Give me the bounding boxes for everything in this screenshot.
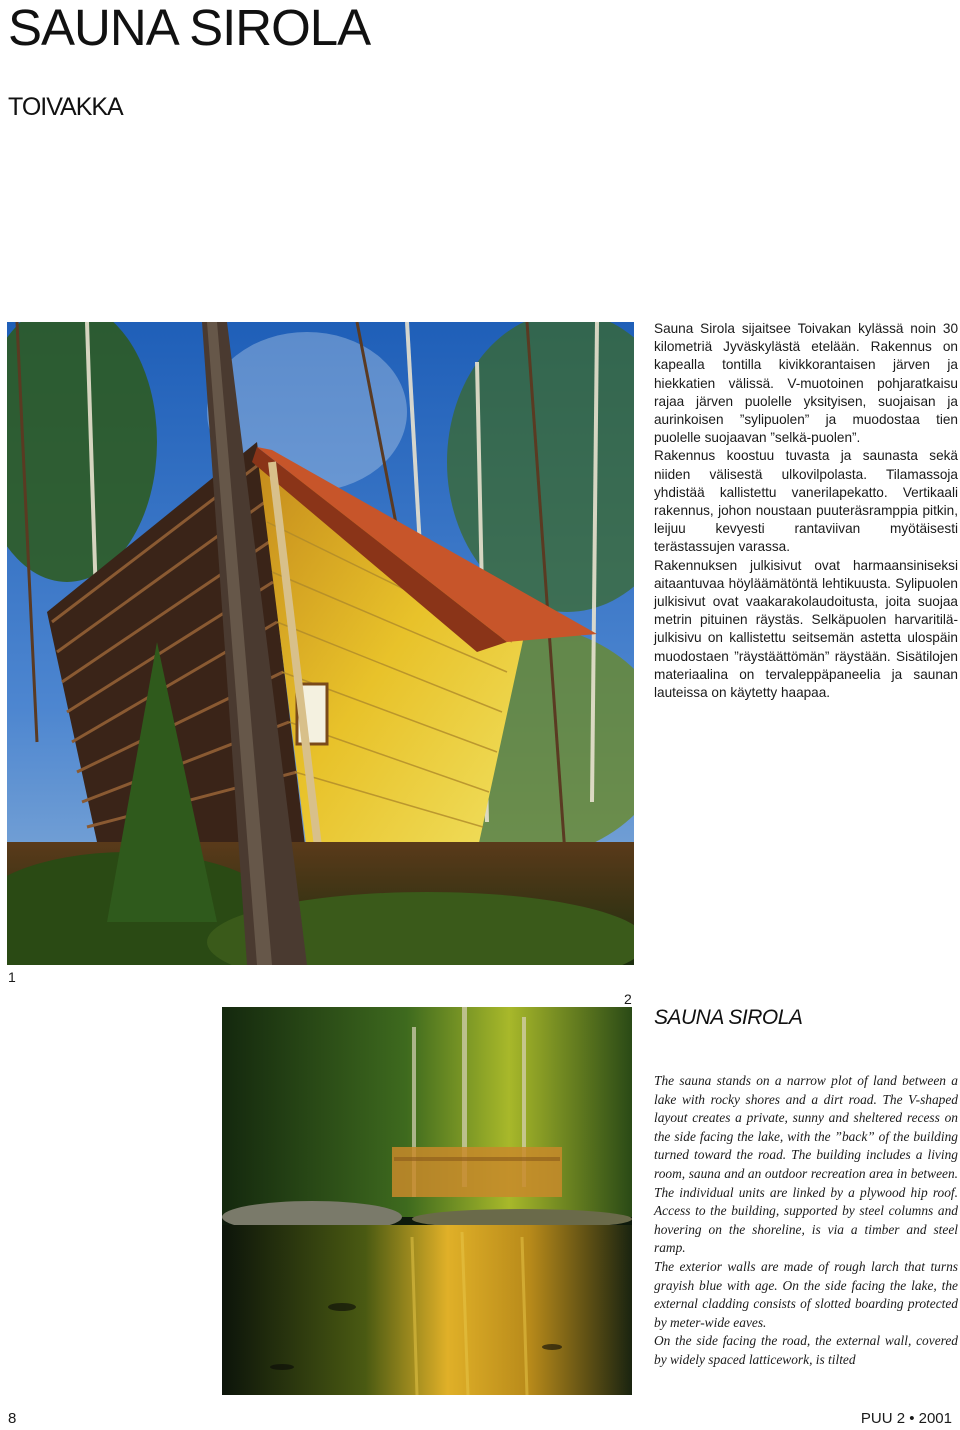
page-title: SAUNA SIROLA: [8, 0, 371, 56]
location-subtitle: TOIVAKKA: [8, 93, 123, 121]
english-paragraph: The sauna stands on a narrow plot of land between a lake with rocky shores and a dirt road. The V-shaped layout creates a private, sunny and sheltered recess on the side facing the lake, with the ”back” of the building turned toward the road. The building includes a living room, sauna and an outdoor recreation area in between. The individual units are linked by a plywood hip roof. Access to the building, supported by steel columns and hovering on the shoreline, is via a timber and steel ramp.: [654, 1073, 958, 1256]
page-number: 8: [8, 1410, 17, 1427]
english-title: SAUNA SIROLA: [654, 1006, 803, 1029]
sauna-forest-photo: [7, 322, 634, 965]
lakeshore-photo: [222, 1007, 632, 1395]
finnish-paragraph: Sauna Sirola sijaitsee Toivakan kylässä noin 30 kilometriä Jyväskylästä etelään. Rakennus on kapealla tontilla kivikkorantaisen järven ja hiekkatien välissä. V-muotoinen pohjaratkaisu rajaa järven puolelle yksityisen, suojaisan ja aurinkoisen ”sylipuolen” ja muodostaa tien puolelle suojaavan ”selkä-puolen”.: [654, 321, 958, 446]
english-paragraph: On the side facing the road, the external wall, covered by widely spaced latticework, is tilted: [654, 1333, 958, 1367]
finnish-paragraph: Rakennus koostuu tuvasta ja saunasta sekä niiden välisestä ulkovilpolasta. Tilamassoja yhdistää kallistettu vanerilapekatto. Vertikaali rakennus, johon noustaan puuteräsramppia pitkin, leijuu kevyesti rantaviivan myötäisesti terästassujen varassa.: [654, 448, 958, 555]
english-paragraph: The exterior walls are made of rough larch that turns grayish blue with age. On the side facing the lake, the external cladding consists of slotted boarding protected by meter-wide eaves.: [654, 1258, 958, 1330]
finnish-paragraph: Rakennuksen julkisivut ovat harmaansiniseksi aitaantuvaa höyläämätöntä lehtikuusta. Sylipuolen julkisivut ovat vaakarakolaudoitusta, joita suojaa metrin pituinen räystäs. Selkäpuolen harvaritilä-julkisivu on kallistettu seitsemän astetta ulospäin muodostaen ”räystäättömän” räystään. Sisätilojen materiaalina on tervaleppäpaneelia ja saunan lauteissa on käytetty haapaa.: [654, 557, 958, 701]
finnish-body-text: [654, 320, 958, 702]
issue-label: PUU 2 • 2001: [860, 1410, 952, 1427]
figure-1-number: 1: [8, 969, 16, 985]
english-body-text: [654, 1072, 958, 1370]
figure-2-number: 2: [624, 991, 632, 1007]
